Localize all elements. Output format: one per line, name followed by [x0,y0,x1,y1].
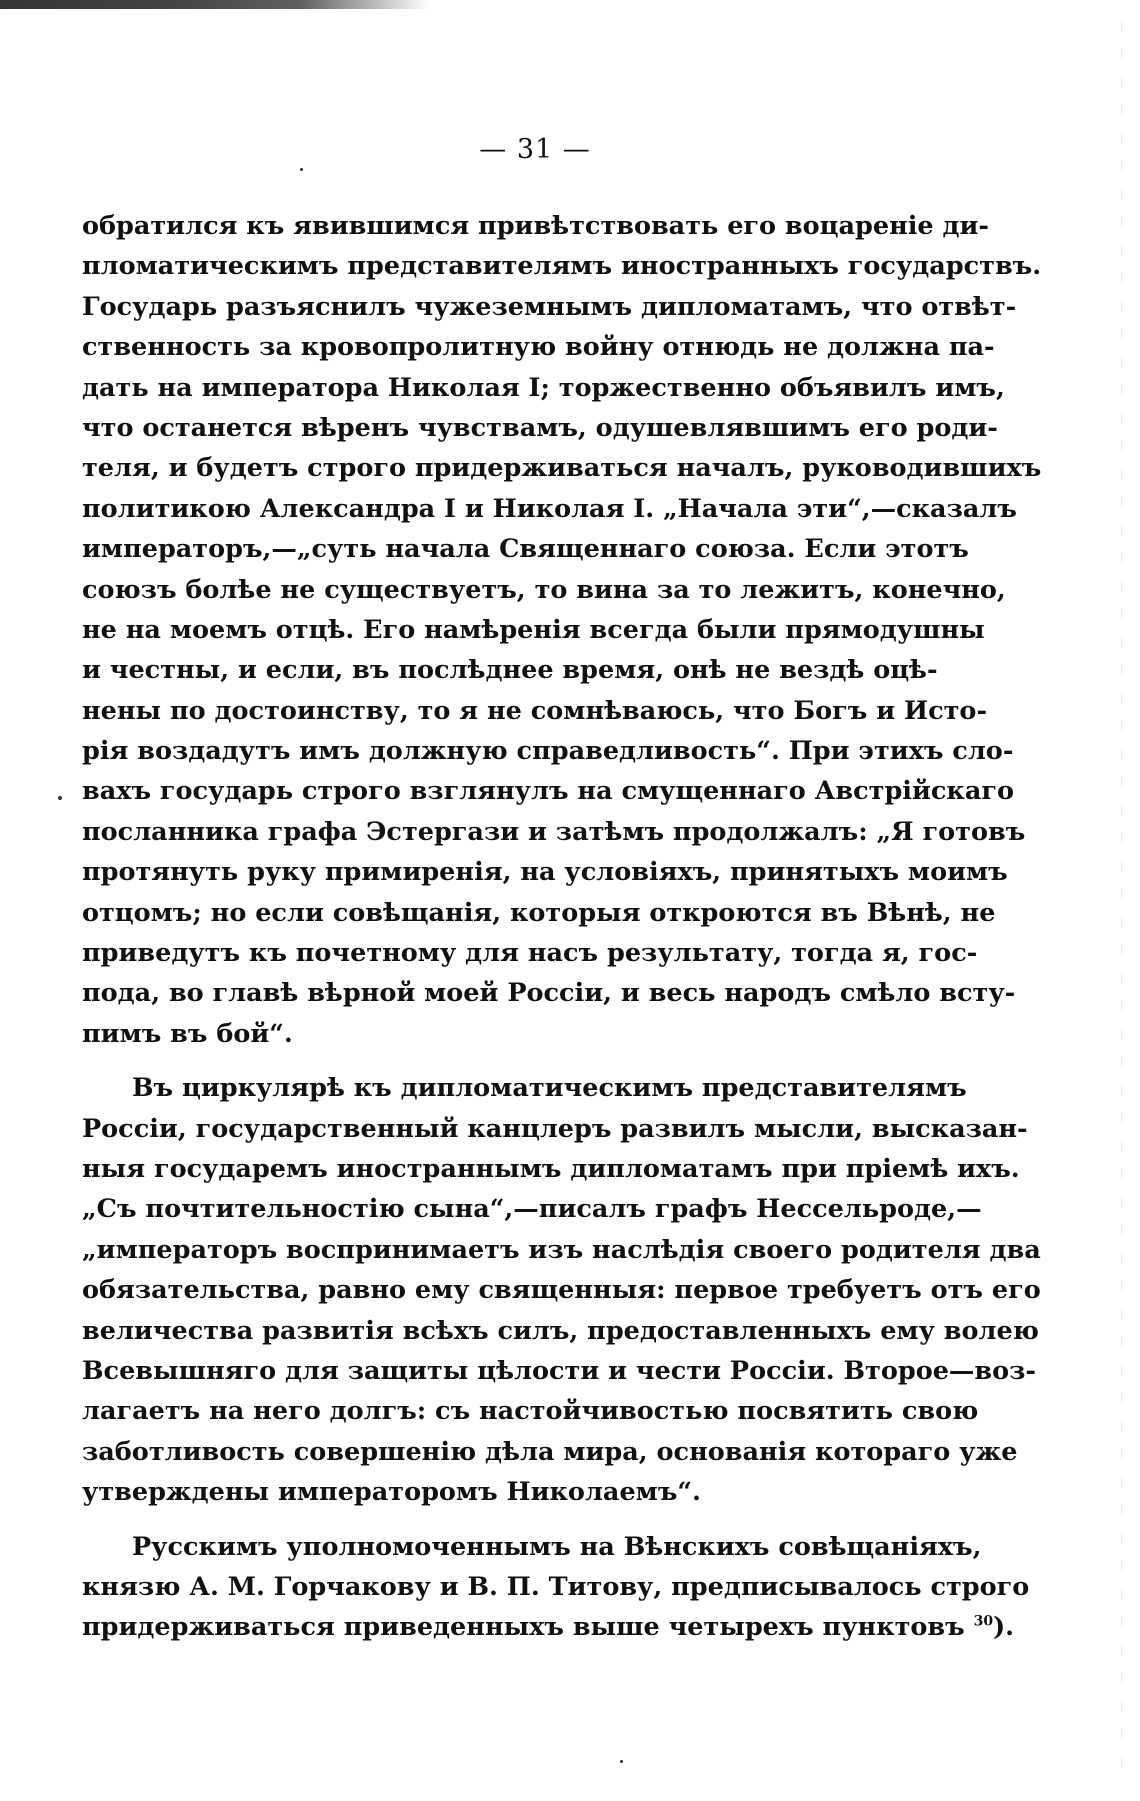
text-line: утверждены императоромъ Николаемъ“. [82,1477,701,1508]
text-line: „императоръ воспринимаетъ изъ наслѣдія своего родителя два [82,1234,1041,1265]
text-line: дать на императора Николая I; торжественно объявилъ имъ, [82,372,1005,403]
text-line: рія воздадутъ имъ должную справедливость“. При этихъ сло- [82,736,1014,767]
text-line: союзъ болѣе не существуетъ, то вина за то лежитъ, конечно, [82,574,1006,605]
text-line: обязательства, равно ему священныя: первое требуетъ отъ его [82,1275,1041,1306]
text-line: лагаетъ на него долгъ: съ настойчивостью посвятить свою [82,1396,979,1427]
page-edge-shadow [1121,20,1122,1780]
closing-punctuation: ). [993,1612,1015,1643]
text-line: Въ циркулярѣ къ дипломатическимъ представителямъ [132,1073,967,1104]
footnote-reference[interactable]: 30 [973,1613,994,1630]
text-line: пода, во главѣ вѣрной моей Россіи, и весь народъ смѣло всту- [82,978,1016,1009]
paragraph-gap [82,1054,922,1068]
body-text [82,206,1042,1648]
margin-speck [620,1760,623,1763]
text-line: что останется вѣренъ чувствамъ, одушевлявшимъ его роди- [82,412,998,443]
text-line: величества развитія всѣхъ силъ, предоставленныхъ ему волею [82,1315,1039,1346]
text-line: Всевышняго для защиты цѣлости и чести Россіи. Второе—воз- [82,1355,1037,1386]
text-line: Русскимъ уполномоченнымъ на Вѣнскихъ совѣщаніяхъ, [132,1531,982,1562]
text-line: обратился къ явившимся привѣтствовать его воцареніе ди- [82,211,990,241]
margin-speck [300,168,303,171]
text-line: пимъ въ бой“. [82,1018,293,1049]
top-scan-rule [0,0,430,9]
text-line: не на моемъ отцѣ. Его намѣренія всегда были прямодушны [82,614,985,645]
margin-speck [58,796,62,800]
text-line: посланника графа Эстергази и затѣмъ продолжалъ: „Я готовъ [82,816,1026,847]
text-line: ственность за кровопролитную войну отнюдь не должна па- [82,332,995,363]
text-line: нены по достоинству, то я не сомнѣваюсь, что Богъ и Исто- [82,695,988,726]
text-line: пломатическимъ представителямъ иностранныхъ государствъ. [82,251,1042,282]
text-line: князю А. М. Горчакову и В. П. Титову, предписывалось строго [82,1571,1030,1602]
text-line: Государь разъяснилъ чужеземнымъ дипломатамъ, что отвѣт- [82,291,1017,322]
text-line: ныя государемъ иностраннымъ дипломатамъ при пріемѣ ихъ. [82,1153,1020,1184]
text-line: протянуть руку примиренія, на условіяхъ, принятыхъ моимъ [82,857,1008,888]
text-line: политикою Александра I и Николая I. „Начала эти“,—сказалъ [82,493,1017,524]
text-line: Россіи, государственный канцлеръ развилъ мысли, высказан- [82,1113,1028,1144]
text-line: вахъ государь строго взглянулъ на смущеннаго Австрійскаго [82,776,1015,807]
text-line-final [82,1607,1015,1647]
text-line-content: придерживаться приведенныхъ выше четырехъ пунктовъ [82,1612,965,1643]
text-line: теля, и будетъ строго придерживаться началъ, руководившихъ [82,453,1042,484]
paragraph-gap [82,1513,922,1527]
text-line: и честны, и если, въ послѣднее время, онѣ не вездѣ оцѣ- [82,655,938,686]
text-line: приведутъ къ почетному для насъ результату, тогда я, гос- [82,938,978,969]
text-line: „Съ почтительностію сына“,—писалъ графъ Нессельроде,— [82,1194,982,1225]
text-line: императоръ,—„суть начала Священнаго союза. Если этотъ [82,534,969,565]
page-number: — 31 — [479,134,591,165]
text-line: заботливость совершенію дѣла мира, основанія котораго уже [82,1436,1018,1467]
text-line: отцомъ; но если совѣщанія, которыя откроются въ Вѣнѣ, не [82,897,996,928]
